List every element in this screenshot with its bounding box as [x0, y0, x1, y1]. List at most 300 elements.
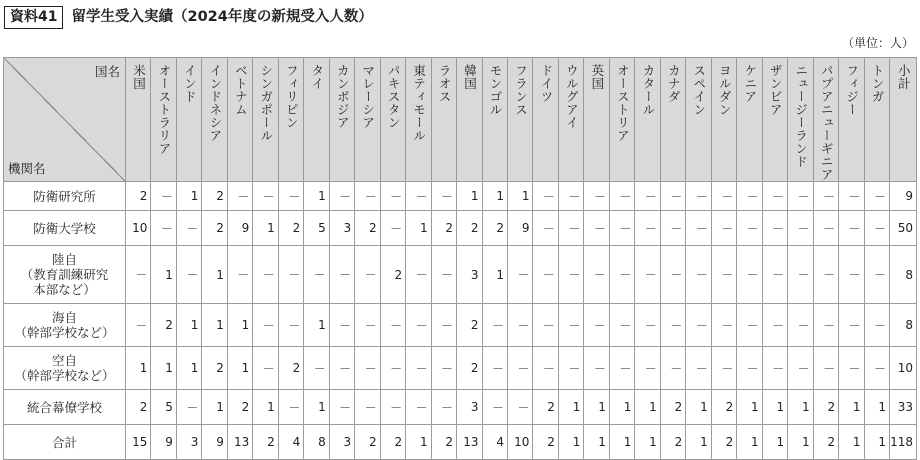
value-cell: 1: [151, 347, 176, 390]
value-cell: 2: [125, 182, 150, 211]
value-cell: 8: [304, 425, 329, 460]
value-cell: 1: [558, 390, 583, 425]
table-row: [4, 182, 917, 211]
value-cell: －: [329, 182, 354, 211]
value-cell: 2: [431, 425, 456, 460]
value-cell: 3: [457, 246, 482, 304]
value-cell: 1: [737, 390, 762, 425]
value-cell: －: [635, 182, 660, 211]
value-cell: 1: [635, 390, 660, 425]
value-cell: 9: [227, 211, 252, 246]
value-cell: －: [711, 182, 736, 211]
value-cell: －: [482, 390, 507, 425]
country-name: フランス: [513, 64, 529, 116]
value-cell: －: [482, 347, 507, 390]
value-cell: －: [304, 246, 329, 304]
value-cell: 1: [125, 347, 150, 390]
value-cell: －: [839, 246, 864, 304]
value-cell: 1: [839, 390, 864, 425]
country-header: [125, 58, 150, 182]
value-cell: －: [711, 347, 736, 390]
value-cell: 2: [533, 425, 558, 460]
value-cell: 1: [762, 425, 787, 460]
value-cell: －: [406, 182, 431, 211]
country-name: 英国: [589, 64, 605, 90]
value-cell: －: [380, 211, 405, 246]
country-name: モンゴル: [488, 64, 503, 116]
country-header: [609, 58, 634, 182]
table-row: [4, 304, 917, 347]
value-cell: 1: [304, 182, 329, 211]
country-name: タイ: [309, 64, 325, 90]
value-cell: 3: [329, 211, 354, 246]
table-row: [4, 425, 917, 460]
value-cell: －: [788, 347, 813, 390]
value-cell: －: [253, 246, 278, 304]
value-cell: －: [329, 390, 354, 425]
value-cell: －: [380, 304, 405, 347]
value-cell: －: [839, 211, 864, 246]
table-body: [4, 182, 917, 460]
value-cell: 1: [864, 425, 889, 460]
value-cell: －: [737, 246, 762, 304]
value-cell: －: [176, 246, 201, 304]
value-cell: 2: [355, 425, 380, 460]
value-cell: －: [278, 182, 303, 211]
value-cell: －: [507, 304, 532, 347]
country-header: [762, 58, 787, 182]
value-cell: －: [762, 304, 787, 347]
value-cell: 1: [304, 390, 329, 425]
value-cell: 1: [482, 182, 507, 211]
country-name: ケニア: [742, 64, 758, 103]
country-name: ウルグアイ: [564, 64, 580, 129]
country-header: [864, 58, 889, 182]
value-cell: －: [151, 182, 176, 211]
country-header: [202, 58, 227, 182]
country-header: [380, 58, 405, 182]
table-row: [4, 347, 917, 390]
value-cell: －: [609, 347, 634, 390]
value-cell: 1: [635, 425, 660, 460]
table-row: [4, 390, 917, 425]
country-name: オーストラリア: [156, 64, 172, 155]
value-cell: －: [151, 211, 176, 246]
value-cell: －: [788, 211, 813, 246]
value-cell: －: [253, 182, 278, 211]
institution-name-line: 空自: [51, 353, 77, 368]
institution-name: 合計: [4, 425, 126, 460]
value-cell: －: [711, 211, 736, 246]
value-cell: 9: [151, 425, 176, 460]
unit-note: （単位：人）: [841, 36, 914, 50]
country-header: [660, 58, 685, 182]
value-cell: －: [609, 211, 634, 246]
country-header: [813, 58, 838, 182]
value-cell: －: [125, 246, 150, 304]
institution-name: [4, 304, 126, 347]
country-header: [278, 58, 303, 182]
value-cell: 2: [660, 390, 685, 425]
value-cell: 2: [660, 425, 685, 460]
country-header: [635, 58, 660, 182]
value-cell: 13: [227, 425, 252, 460]
country-name: ニュージーランド: [793, 64, 809, 168]
value-cell: －: [355, 182, 380, 211]
value-cell: －: [864, 304, 889, 347]
value-cell: －: [762, 347, 787, 390]
value-cell: 1: [202, 246, 227, 304]
value-cell: －: [788, 182, 813, 211]
value-cell: －: [635, 246, 660, 304]
value-cell: －: [406, 304, 431, 347]
value-cell: 4: [482, 425, 507, 460]
title-row: [4, 4, 373, 30]
value-cell: －: [635, 347, 660, 390]
country-header: [584, 58, 609, 182]
value-cell: 9: [202, 425, 227, 460]
value-cell: 2: [457, 304, 482, 347]
value-cell: －: [686, 211, 711, 246]
value-cell: －: [635, 304, 660, 347]
value-cell: －: [406, 246, 431, 304]
title-label: 資料41: [4, 6, 63, 29]
value-cell: －: [737, 347, 762, 390]
value-cell: 2: [202, 347, 227, 390]
institution-name: [4, 347, 126, 390]
value-cell: －: [686, 182, 711, 211]
value-cell: －: [813, 304, 838, 347]
value-cell: －: [686, 304, 711, 347]
value-cell: 2: [278, 211, 303, 246]
value-cell: －: [660, 246, 685, 304]
subtotal-cell: 50: [890, 211, 917, 246]
subtotal-cell: 8: [890, 304, 917, 347]
value-cell: 2: [355, 211, 380, 246]
country-name: カナダ: [666, 64, 682, 103]
value-cell: －: [278, 390, 303, 425]
value-cell: 2: [202, 182, 227, 211]
value-cell: 2: [711, 425, 736, 460]
institution-name-line: （幹部学校など）: [14, 325, 115, 340]
value-cell: －: [406, 347, 431, 390]
value-cell: －: [253, 304, 278, 347]
value-cell: －: [431, 246, 456, 304]
value-cell: 1: [202, 390, 227, 425]
value-cell: －: [864, 182, 889, 211]
country-name: トンガ: [870, 64, 886, 103]
value-cell: －: [686, 347, 711, 390]
country-name: 東ティモール: [411, 64, 427, 142]
value-cell: －: [355, 304, 380, 347]
country-header: [329, 58, 354, 182]
country-header: [839, 58, 864, 182]
value-cell: 1: [253, 211, 278, 246]
value-cell: －: [125, 304, 150, 347]
value-cell: －: [355, 347, 380, 390]
corner-header: [4, 58, 126, 182]
value-cell: 1: [253, 390, 278, 425]
country-name: パプアニューギニア: [819, 64, 835, 181]
value-cell: －: [635, 211, 660, 246]
value-cell: －: [329, 246, 354, 304]
country-axis-label: 国名: [94, 64, 120, 79]
value-cell: 1: [176, 347, 201, 390]
value-cell: 1: [202, 304, 227, 347]
value-cell: 1: [507, 182, 532, 211]
table-row: [4, 246, 917, 304]
value-cell: 2: [278, 347, 303, 390]
value-cell: －: [380, 390, 405, 425]
value-cell: －: [227, 182, 252, 211]
value-cell: 1: [584, 390, 609, 425]
country-name: シンガポール: [258, 64, 274, 142]
value-cell: －: [584, 304, 609, 347]
value-cell: －: [711, 304, 736, 347]
value-cell: 2: [151, 304, 176, 347]
institution-name-line: （教育訓練研究: [20, 267, 109, 282]
value-cell: 2: [202, 211, 227, 246]
country-name: フィリピン: [284, 64, 300, 129]
country-header: [686, 58, 711, 182]
value-cell: －: [737, 182, 762, 211]
value-cell: －: [660, 182, 685, 211]
value-cell: －: [355, 390, 380, 425]
country-header: [507, 58, 532, 182]
value-cell: －: [584, 347, 609, 390]
value-cell: 1: [686, 390, 711, 425]
value-cell: 1: [304, 304, 329, 347]
institution-name: 統合幕僚学校: [4, 390, 126, 425]
value-cell: 2: [380, 246, 405, 304]
country-header: [304, 58, 329, 182]
value-cell: －: [482, 304, 507, 347]
institution-name: [4, 246, 126, 304]
value-cell: 1: [227, 304, 252, 347]
value-cell: －: [329, 347, 354, 390]
value-cell: 1: [788, 390, 813, 425]
value-cell: 1: [609, 425, 634, 460]
country-header: [533, 58, 558, 182]
value-cell: －: [431, 390, 456, 425]
value-cell: 2: [813, 425, 838, 460]
value-cell: 15: [125, 425, 150, 460]
value-cell: 1: [176, 182, 201, 211]
institution-name-line: 海自: [51, 310, 77, 325]
value-cell: 2: [813, 390, 838, 425]
value-cell: 3: [176, 425, 201, 460]
value-cell: －: [507, 347, 532, 390]
subtotal-label: 小計: [896, 64, 912, 90]
value-cell: 1: [482, 246, 507, 304]
value-cell: 1: [788, 425, 813, 460]
value-cell: 13: [457, 425, 482, 460]
value-cell: －: [584, 211, 609, 246]
value-cell: －: [864, 211, 889, 246]
country-name: ザンビア: [768, 64, 784, 116]
country-name: オーストリア: [615, 64, 631, 142]
country-name: ヨルダン: [717, 64, 733, 116]
value-cell: 9: [507, 211, 532, 246]
value-cell: －: [558, 347, 583, 390]
value-cell: －: [278, 304, 303, 347]
value-cell: 1: [762, 390, 787, 425]
value-cell: －: [864, 347, 889, 390]
country-header: [355, 58, 380, 182]
country-header: [227, 58, 252, 182]
value-cell: －: [533, 347, 558, 390]
value-cell: －: [737, 211, 762, 246]
value-cell: －: [558, 246, 583, 304]
value-cell: 1: [864, 390, 889, 425]
value-cell: 10: [507, 425, 532, 460]
country-header: [737, 58, 762, 182]
value-cell: －: [431, 347, 456, 390]
value-cell: 2: [533, 390, 558, 425]
value-cell: －: [431, 304, 456, 347]
value-cell: －: [507, 246, 532, 304]
value-cell: 1: [406, 425, 431, 460]
value-cell: 1: [609, 390, 634, 425]
students-table: [3, 57, 917, 460]
value-cell: －: [558, 182, 583, 211]
value-cell: －: [813, 211, 838, 246]
value-cell: 1: [558, 425, 583, 460]
value-cell: －: [584, 182, 609, 211]
country-header: [431, 58, 456, 182]
value-cell: 10: [125, 211, 150, 246]
country-name: フィジー: [844, 64, 860, 116]
value-cell: 2: [431, 211, 456, 246]
value-cell: －: [227, 246, 252, 304]
country-header: [253, 58, 278, 182]
table-row: [4, 211, 917, 246]
value-cell: 5: [304, 211, 329, 246]
subtotal-cell: 118: [890, 425, 917, 460]
value-cell: 2: [711, 390, 736, 425]
subtotal-cell: 33: [890, 390, 917, 425]
value-cell: －: [406, 390, 431, 425]
value-cell: 1: [457, 182, 482, 211]
value-cell: －: [609, 182, 634, 211]
value-cell: －: [839, 182, 864, 211]
value-cell: －: [558, 304, 583, 347]
country-header: [558, 58, 583, 182]
value-cell: 2: [125, 390, 150, 425]
value-cell: 2: [227, 390, 252, 425]
country-header: [711, 58, 736, 182]
value-cell: －: [304, 347, 329, 390]
country-name: スペイン: [691, 64, 707, 116]
value-cell: 1: [686, 425, 711, 460]
country-name: 韓国: [462, 64, 478, 90]
value-cell: 1: [737, 425, 762, 460]
country-header: [482, 58, 507, 182]
value-cell: －: [762, 182, 787, 211]
value-cell: －: [431, 182, 456, 211]
value-cell: －: [278, 246, 303, 304]
value-cell: 2: [253, 425, 278, 460]
value-cell: －: [380, 182, 405, 211]
value-cell: －: [533, 304, 558, 347]
institution-name-line: （幹部学校など）: [14, 368, 115, 383]
title-text: 留学生受入実績（2024年度の新規受入人数）: [71, 9, 373, 25]
value-cell: －: [533, 211, 558, 246]
subtotal-header: [890, 58, 917, 182]
value-cell: －: [533, 182, 558, 211]
value-cell: －: [788, 304, 813, 347]
value-cell: －: [355, 246, 380, 304]
value-cell: －: [813, 347, 838, 390]
value-cell: 5: [151, 390, 176, 425]
value-cell: 1: [839, 425, 864, 460]
country-header: [457, 58, 482, 182]
subtotal-cell: 10: [890, 347, 917, 390]
country-name: 米国: [131, 64, 147, 90]
value-cell: 1: [406, 211, 431, 246]
value-cell: －: [762, 246, 787, 304]
value-cell: 2: [482, 211, 507, 246]
institution-axis-label: 機関名: [8, 161, 46, 176]
country-name: インドネシア: [207, 64, 223, 142]
value-cell: －: [380, 347, 405, 390]
value-cell: －: [660, 211, 685, 246]
institution-name: 防衛大学校: [4, 211, 126, 246]
value-cell: －: [253, 347, 278, 390]
subtotal-cell: 9: [890, 182, 917, 211]
value-cell: －: [813, 246, 838, 304]
value-cell: －: [533, 246, 558, 304]
value-cell: －: [839, 304, 864, 347]
value-cell: －: [609, 304, 634, 347]
value-cell: －: [660, 347, 685, 390]
subtotal-cell: 8: [890, 246, 917, 304]
value-cell: 3: [329, 425, 354, 460]
value-cell: 2: [380, 425, 405, 460]
value-cell: 1: [584, 425, 609, 460]
value-cell: －: [609, 246, 634, 304]
institution-name-line: 本部など）: [33, 282, 96, 297]
value-cell: 1: [176, 304, 201, 347]
institution-name-line: 陸自: [51, 252, 77, 267]
value-cell: 2: [457, 211, 482, 246]
value-cell: －: [762, 211, 787, 246]
header-row: [4, 58, 917, 182]
value-cell: －: [507, 390, 532, 425]
country-name: ベトナム: [233, 64, 249, 116]
value-cell: －: [329, 304, 354, 347]
country-header: [151, 58, 176, 182]
country-name: パキスタン: [386, 64, 402, 129]
value-cell: －: [584, 246, 609, 304]
value-cell: －: [737, 304, 762, 347]
country-name: ラオス: [437, 64, 453, 103]
country-name: インド: [182, 64, 198, 103]
value-cell: －: [176, 390, 201, 425]
value-cell: －: [813, 182, 838, 211]
value-cell: －: [176, 211, 201, 246]
country-name: マレーシア: [360, 64, 376, 129]
value-cell: －: [788, 246, 813, 304]
country-name: カタール: [640, 64, 656, 116]
value-cell: －: [558, 211, 583, 246]
institution-name: 防衛研究所: [4, 182, 126, 211]
value-cell: 1: [227, 347, 252, 390]
value-cell: －: [686, 246, 711, 304]
country-header: [788, 58, 813, 182]
value-cell: －: [660, 304, 685, 347]
value-cell: －: [864, 246, 889, 304]
